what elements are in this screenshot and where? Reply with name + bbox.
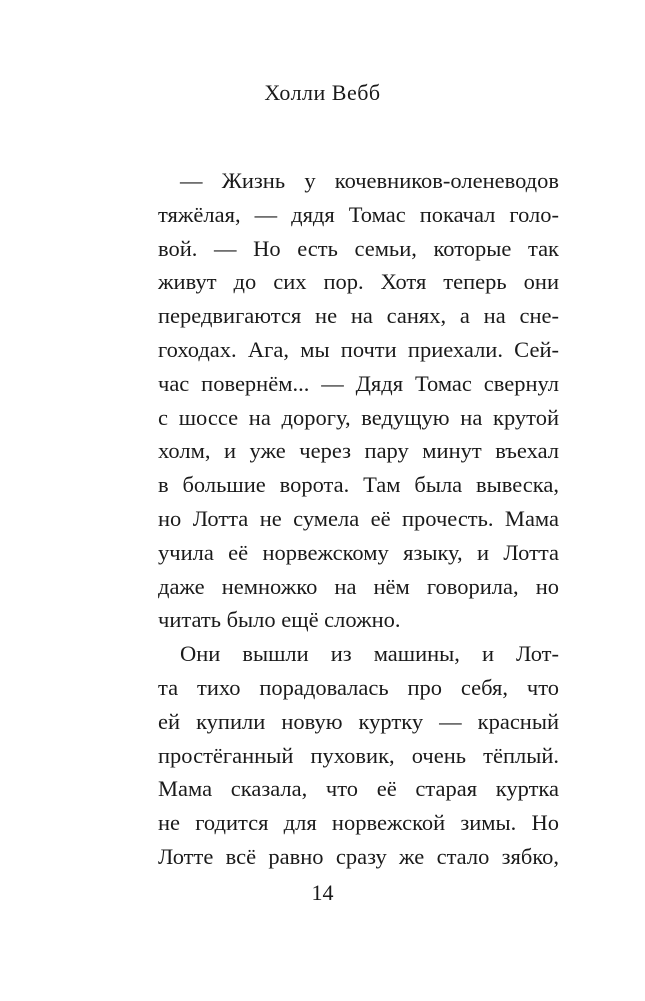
text-line: с шоссе на дорогу, ведущую на крутой <box>158 404 559 430</box>
text-line: даже немножко на нём говорила, но <box>158 573 559 599</box>
text-line: Лотте всё равно сразу же стало зябко, <box>158 843 559 869</box>
text-line: живут до сих пор. Хотя теперь они <box>158 269 559 295</box>
page-number: 14 <box>311 880 334 905</box>
text-line: та тихо порадовалась про себя, что <box>158 674 559 700</box>
text-line: не годится для норвежской зимы. Но <box>158 810 559 836</box>
text-line: вой. — Но есть семьи, которые так <box>158 235 559 261</box>
running-header: Холли Вебб <box>264 80 381 105</box>
body-text <box>158 164 559 874</box>
text-line: но Лотта не сумела её прочесть. Мама <box>158 505 559 531</box>
text-line: передвигаются не на санях, а на сне- <box>158 303 559 329</box>
text-line: гоходах. Ага, мы почти приехали. Сей- <box>158 336 559 362</box>
text-line: холм, и уже через пару минут въехал <box>158 438 559 464</box>
text-line: простёганный пуховик, очень тёплый. <box>158 742 559 768</box>
text-line: — Жизнь у кочевников-оленеводов <box>180 168 559 193</box>
text-line: Они вышли из машины, и Лот- <box>180 641 559 667</box>
text-line: ей купили новую куртку — красный <box>158 708 559 734</box>
text-line: Мама сказала, что её старая куртка <box>158 776 559 802</box>
text-line: в большие ворота. Там была вывеска, <box>158 472 559 498</box>
text-line: час повернём... — Дядя Томас свернул <box>158 370 559 396</box>
text-line: читать было ещё сложно. <box>158 607 401 633</box>
text-line: тяжёлая, — дядя Томас покачал голо- <box>158 201 559 227</box>
text-line: учила её норвежскому языку, и Лотта <box>158 539 559 565</box>
